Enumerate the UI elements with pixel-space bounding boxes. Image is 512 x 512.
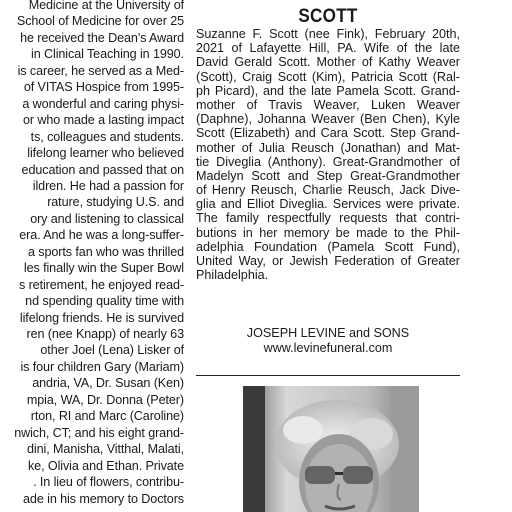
left-column-line: . In lieu of flowers, contribu- — [33, 475, 184, 490]
left-column-line: dini, Manisha, Vitthal, Malati, — [27, 442, 184, 457]
left-column-line: ts, colleagues and students. — [30, 129, 184, 144]
obituary-body-line: Philadelphia. — [196, 268, 269, 283]
left-column-line: era. And he was a long-suffer- — [19, 228, 184, 243]
obituary-body-line: ph Picard), and the late Pamela Scott. Grand- — [196, 83, 460, 98]
left-column-line: in Clinical Teaching in 1990. — [31, 47, 184, 62]
obituary-body-line: Madelyn Scott and Step Great-Grandmother — [196, 168, 460, 183]
left-column-line: School of Medicine for over 25 — [16, 14, 184, 29]
obituary-body-line: tie Diveglia (Anthony). Great-Grandmother of — [196, 154, 460, 169]
scott-obituary — [196, 0, 460, 512]
funeral-home-block — [196, 326, 460, 356]
obituary-body-line: Suzanne F. Scott (nee Fink), February 20th, — [196, 27, 460, 41]
obituary-headline: SCOTT — [298, 6, 358, 27]
left-column-line: les finally win the Super Bowl — [23, 261, 184, 276]
left-column-line: ade in his memory to Doctors — [23, 491, 184, 506]
left-column-line: lifelong friends. He is survived — [19, 310, 184, 325]
obituary-body — [196, 27, 460, 282]
left-column-line: is career, he served as a Med- — [17, 63, 184, 78]
obituary-body-line: mother of Travis Weaver, Luken Weaver — [196, 97, 460, 112]
left-column-line: of VITAS Hospice from 1995- — [23, 80, 184, 95]
left-column-line: is four children Gary (Mariam) — [20, 359, 184, 374]
left-column-line: education and passed that on — [21, 162, 184, 177]
left-column-line: nwich, CT; and his eight grand- — [14, 425, 184, 440]
left-column-line: lifelong learner who believed — [27, 146, 184, 161]
obituary-body-line: David Gerald Scott. Mother of Kathy Weaver — [196, 55, 460, 70]
obituary-body-line: of Henry Reusch, Charlie Reusch, Jack Dive- — [196, 183, 460, 198]
left-column-line: andria, VA, Dr. Susan (Ken) — [32, 376, 184, 391]
portrait-photo-image — [243, 386, 419, 512]
left-column-line: a sports fan who was thrilled — [28, 244, 184, 259]
left-column-line: or who made a lasting impact — [23, 113, 184, 128]
portrait-photo — [243, 386, 419, 512]
left-column-line: rton, RI and Marc (Caroline) — [30, 409, 184, 424]
left-column-line: mpia, WA, Dr. Donna (Peter) — [26, 392, 184, 407]
left-column-line: ory and listening to classical — [30, 211, 184, 226]
obituary-body-line: (Scott), Craig Scott (Kim), Patricia Scott (Ral- — [196, 69, 460, 84]
obituary-body-line: The family respectfully requests that contri- — [196, 211, 460, 226]
left-column-line: he received the Dean's Award — [20, 30, 184, 45]
obituary-body-line: Scott (Elizabeth) and Cara Scott. Step Grand- — [196, 126, 460, 141]
left-column-line: s retirement, he enjoyed read- — [18, 277, 184, 292]
funeral-home-name: JOSEPH LEVINE and SONS — [246, 326, 410, 340]
left-column-line: a wonderful and caring physi- — [22, 96, 184, 111]
obituary-body-line: 2021 of Lafayette Hill, PA. Wife of the late — [196, 41, 460, 56]
left-column-line: ke, Olivia and Ethan. Private — [27, 458, 184, 473]
obituary-body-line: butions in her memory be made to the Phil- — [196, 225, 460, 240]
left-column-line: ren (nee Knapp) of nearly 63 — [26, 327, 184, 341]
left-column-line: other Joel (Lena) Lisker of — [40, 343, 184, 358]
obituary-body-line: (Daphne), Johanna Weaver (Ben Chen), Kyle — [196, 112, 460, 127]
left-column-line: rature, studying U.S. and — [47, 195, 184, 210]
left-column-line: Medicine at the University of — [28, 0, 184, 12]
funeral-home-url: www.levinefuneral.com — [263, 341, 393, 355]
section-divider — [196, 375, 460, 376]
obituary-body-line: adelphia Foundation (Pamela Scott Fund), — [196, 239, 460, 254]
left-obituary-column — [0, 0, 184, 512]
obituary-body-line: United Way, or Jewish Federation of Greater — [196, 254, 460, 268]
left-column-line: nd spending quality time with — [25, 294, 184, 309]
obituary-body-line: glia and Elliot Diveglia. Services were private. — [196, 197, 460, 212]
left-column-line: ildren. He had a passion for — [32, 178, 184, 193]
obituary-body-line: mother of Julia Reusch (Jonathan) and Mat- — [196, 140, 460, 155]
